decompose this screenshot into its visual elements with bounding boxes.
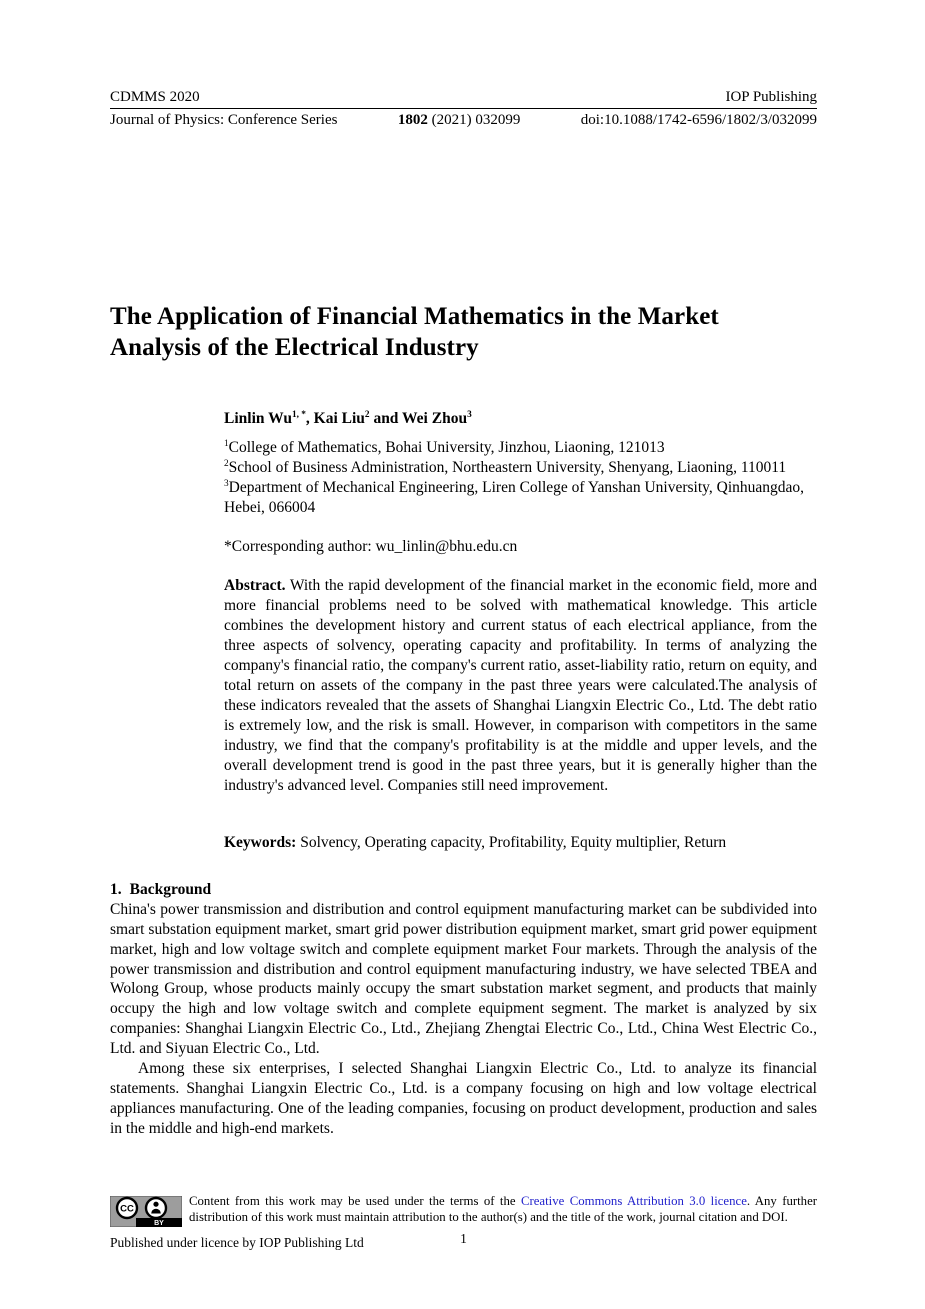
publisher-name: IOP Publishing [725, 89, 817, 105]
author-name: Kai Liu [313, 410, 365, 427]
by-person-icon [146, 1198, 166, 1218]
cc-logo-icon [117, 1198, 137, 1218]
body-paragraph: China's power transmission and distribution and control equipment manufacturing market can be subdivided into smart substation equipment market, smart grid power distribution equipment market, smart grid power equipment market, high and low voltage switch and complete equipment market Four markets. Through the analysis of the power transmission and distribution and control equipment manufacturing industry, we have selected TBEA and Wolong Group, whose products mainly occupy the smart substation market segment, and products that mainly occupy the high and low voltage switch and complete equipment segment. The market is analyzed by six companies: Shanghai Liangxin Electric Co., Ltd., Zhejiang Zhengtai Electric Co., Ltd., China West Electric Co., Ltd. and Siyuan Electric Co., Ltd. [110, 900, 817, 1058]
keywords-label: Keywords: [224, 833, 297, 851]
affiliation-marker: 1 [224, 438, 229, 449]
abstract-label: Abstract. [224, 576, 286, 594]
running-header-citation [110, 111, 817, 130]
affiliation-text: School of Business Administration, Northeastern University, Shenyang, Liaoning, 110011 [228, 458, 787, 476]
published-under-licence: Published under licence by IOP Publishing Ltd [110, 1235, 364, 1250]
running-header-top [110, 88, 817, 107]
keywords-text: Solvency, Operating capacity, Profitability, Equity multiplier, Return [296, 833, 727, 851]
author-superscript: 1, * [291, 409, 306, 420]
author-superscript: 2 [364, 409, 370, 420]
affiliation [224, 478, 817, 518]
affiliation [224, 458, 817, 478]
page-number: 1 [460, 1231, 467, 1246]
by-label: BY [154, 1220, 164, 1227]
svg-text:CC: CC [120, 1203, 134, 1215]
front-matter-block [224, 409, 817, 853]
affiliation-marker: 2 [224, 458, 229, 469]
abstract-text: With the rapid development of the financial market in the economic field, more and more financial problems need to be solved with mathematical knowledge. This article combines the development history and current status of each electrical appliance, from the three aspects of solvency, operating capacity and profitability. In terms of analyzing the company's financial ratio, the company's current ratio, asset-liability ratio, return on equity, and total return on assets of the company in the past three years were calculated.The analysis of these indicators revealed that the assets of Shanghai Liangxin Electric Co., Ltd. The debt ratio is extremely low, and the risk is small. However, in comparison with competitors in the same industry, we find that the company's profitability is at the middle and upper levels, and the overall development trend is good in the past three years, but it is generally higher than the industry's advanced level. Companies still need improvement. [224, 576, 817, 794]
keywords [224, 833, 817, 853]
citation-info: (2021) 032099 [427, 112, 521, 128]
cc-by-license-badge [110, 1196, 182, 1232]
volume-citation [398, 111, 521, 130]
page-footer [110, 1194, 817, 1251]
author-line: Linlin $Wu^{1, *}$, Kai Liu$^2$ and Wei Zhou$^3$ [224, 409, 472, 427]
author-name: Wei Zhou [402, 410, 468, 427]
corresponding-author: *Corresponding author: wu_linlin@bhu.edu.cn [224, 537, 518, 555]
abstract [224, 576, 817, 796]
body-paragraph: Among these six enterprises, I selected Shanghai Liangxin Electric Co., Ltd. to analyze its financial statements. Shanghai Liangxin Electric Co., Ltd. is a company focusing on high and low voltage electrical appliances manufacturing. One of the leading companies, focusing on product development, production and sales in the middle and high-end markets. [110, 1060, 817, 1137]
affiliation-text: Department of Mechanical Engineering, Liren College of Yanshan University, Qinhuangdao, Hebei, 066004 [224, 478, 805, 516]
header-divider [110, 108, 817, 109]
license-text: Content from this work may be used under the terms of the Creative Commons Attribution 3.0 licence. Any further distribution of this work must maintain attribution to the author(s) and the title of the work, journal citation and DOI. [189, 1194, 818, 1224]
section-heading [110, 880, 817, 900]
section-number: 1. [110, 880, 122, 898]
volume-number: 1802 [397, 112, 428, 128]
conference-name: CDMMS 2020 [110, 89, 200, 105]
doi-text: doi:10.1088/1742-6596/1802/3/032099 [580, 112, 817, 128]
affiliations-list [224, 438, 817, 518]
section-title: Background [129, 880, 212, 898]
affiliation-text: College of Mathematics, Bohai University, Jinzhou, Liaoning, 121013 [228, 438, 665, 456]
page-title: The Application of Financial Mathematics in the Market Analysis of the Electrical Industry [110, 303, 719, 361]
creative-commons-link[interactable]: Creative Commons Attribution 3.0 licence [520, 1194, 747, 1208]
journal-name: Journal of Physics: Conference Series [110, 112, 338, 128]
affiliation-marker: 3 [224, 478, 229, 489]
author-superscript: 3 [467, 409, 472, 420]
author-name: Linlin Wu [224, 410, 292, 427]
affiliation [224, 438, 817, 458]
